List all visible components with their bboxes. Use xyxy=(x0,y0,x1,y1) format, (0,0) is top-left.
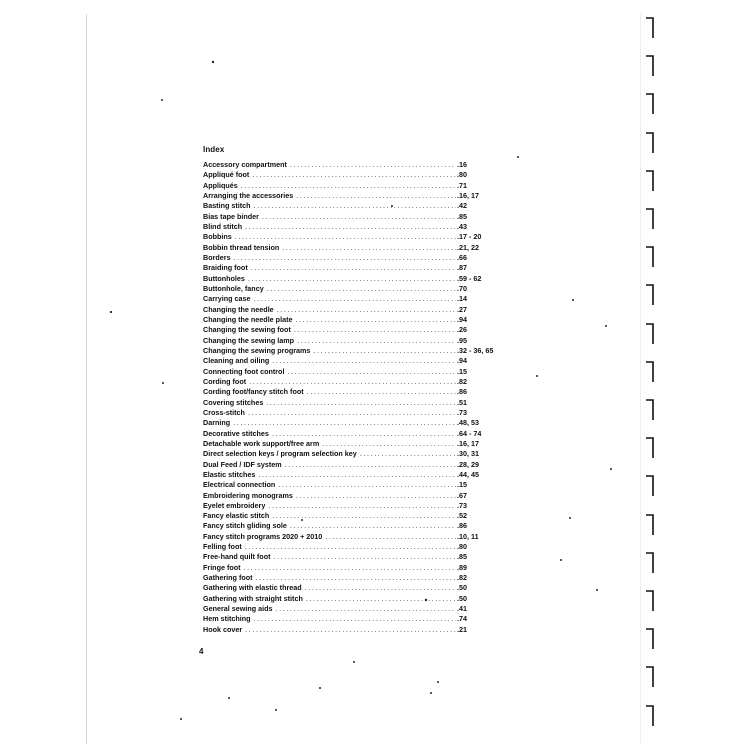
index-entry-page: .64 - 74 xyxy=(457,428,482,438)
index-entry-page: .32 - 36, 65 xyxy=(457,345,494,355)
index-entry xyxy=(203,294,503,304)
index-entry xyxy=(203,346,503,356)
index-entry xyxy=(203,356,503,366)
index-entry-label: Appliqués xyxy=(203,180,238,190)
dot-leader xyxy=(307,387,456,397)
index-entry-page: .94 xyxy=(457,356,467,366)
index-entry-label: Carrying case xyxy=(203,294,251,304)
index-entry-page: .82 xyxy=(457,573,467,583)
dot-leader xyxy=(325,532,456,542)
index-entry-label: Fringe foot xyxy=(203,562,241,572)
index-entry-page: .16, 17 xyxy=(457,438,479,448)
dot-leader xyxy=(273,552,456,562)
dot-leader xyxy=(267,284,456,294)
index-entry-page: .85 xyxy=(457,211,467,221)
index-entry-label: Covering stitches xyxy=(203,397,264,407)
index-entry-page: .82 xyxy=(457,376,467,386)
speck xyxy=(180,718,182,720)
index-entry-label: Detachable work support/free arm xyxy=(203,438,320,448)
index-entry xyxy=(203,470,503,480)
dot-leader xyxy=(254,614,456,624)
speck xyxy=(353,661,355,663)
index-entry-label: Braiding foot xyxy=(203,263,248,273)
index-entry xyxy=(203,305,503,315)
index-entry xyxy=(203,170,503,180)
index-entry-page: .16 xyxy=(457,160,467,169)
index-entry-page: .86 xyxy=(457,521,467,531)
dot-leader xyxy=(272,429,456,439)
index-entry-label: Connecting foot control xyxy=(203,366,285,376)
index-entry xyxy=(203,439,503,449)
dot-leader xyxy=(306,594,456,604)
index-entry-label: Dual Feed / IDF system xyxy=(203,459,282,469)
index-tab-icon xyxy=(644,551,656,575)
index-entry-label: Arranging the accessories xyxy=(203,190,294,200)
index-tab-icon xyxy=(644,474,656,498)
index-entry-label: Hem stitching xyxy=(203,614,251,624)
index-entry xyxy=(203,542,503,552)
dot-leader xyxy=(313,346,456,356)
speck xyxy=(319,687,321,689)
index-entry xyxy=(203,274,503,284)
dot-leader xyxy=(305,583,456,593)
dot-leader xyxy=(294,325,456,335)
index-entry xyxy=(203,491,503,501)
index-entry xyxy=(203,377,503,387)
index-entry-page: .27 xyxy=(457,304,467,314)
dot-leader xyxy=(322,439,456,449)
index-entry xyxy=(203,325,503,335)
dot-leader xyxy=(268,501,456,511)
dot-leader xyxy=(272,511,456,521)
dot-leader xyxy=(245,222,456,232)
index-entry-label: Changing the sewing programs xyxy=(203,345,311,355)
speck xyxy=(610,468,612,470)
index-entry-label: Bobbin thread tension xyxy=(203,242,280,252)
index-tab-icon xyxy=(644,283,656,307)
index-tab-icon xyxy=(644,16,656,40)
index-entry-label: Gathering with straight stitch xyxy=(203,593,303,603)
dot-leader xyxy=(276,604,456,614)
speck xyxy=(560,559,562,561)
index-entry xyxy=(203,201,503,211)
index-entry-label: Embroidering monograms xyxy=(203,490,293,500)
index-entry-page: .73 xyxy=(457,500,467,510)
dot-leader xyxy=(278,480,456,490)
index-entry xyxy=(203,367,503,377)
index-entry-label: Fancy stitch programs 2020 + 2010 xyxy=(203,531,323,541)
index-tab-icon xyxy=(644,54,656,78)
index-entry xyxy=(203,625,503,635)
index-entry-page: .30, 31 xyxy=(457,449,479,459)
index-heading: Index xyxy=(203,145,225,154)
index-entry xyxy=(203,253,503,263)
index-entry xyxy=(203,336,503,346)
index-entry xyxy=(203,212,503,222)
index-entry xyxy=(203,284,503,294)
index-entry xyxy=(203,222,503,232)
index-entry-label: Gathering foot xyxy=(203,573,253,583)
speck xyxy=(596,589,598,591)
index-entry-page: .48, 53 xyxy=(457,418,479,428)
index-entry-label: Cording foot xyxy=(203,376,247,386)
index-entry xyxy=(203,449,503,459)
index-entry-page: .50 xyxy=(457,593,467,603)
index-tab-icon xyxy=(644,245,656,269)
index-entry-label: Elastic stitches xyxy=(203,469,256,479)
index-entry xyxy=(203,573,503,583)
dot-leader xyxy=(245,542,456,552)
page-number: 4 xyxy=(199,647,204,656)
index-entry xyxy=(203,480,503,490)
index-entry-page: .80 xyxy=(457,170,467,180)
index-entry-page: .70 xyxy=(457,283,467,293)
speck xyxy=(162,382,164,384)
index-tab-icon xyxy=(644,169,656,193)
index-entry-page: .87 xyxy=(457,263,467,273)
dot-leader xyxy=(256,573,456,583)
index-entry xyxy=(203,583,503,593)
dot-leader xyxy=(297,336,456,346)
index-tab-icon xyxy=(644,360,656,384)
index-tab-icon xyxy=(644,398,656,422)
speck xyxy=(161,99,163,101)
dot-leader xyxy=(277,305,456,315)
index-entry-label: Gathering with elastic thread xyxy=(203,583,302,593)
index-entry-label: Basting stitch xyxy=(203,201,251,211)
index-entry-label: Hook cover xyxy=(203,624,243,634)
index-entry-label: Bobbins xyxy=(203,232,232,242)
dot-leader xyxy=(251,263,456,273)
index-tab-icon xyxy=(644,322,656,346)
index-entry xyxy=(203,594,503,604)
index-entry xyxy=(203,460,503,470)
index-entry-label: Fancy stitch gliding sole xyxy=(203,521,287,531)
index-entry xyxy=(203,418,503,428)
index-entry xyxy=(203,604,503,614)
dot-leader xyxy=(290,521,456,531)
dot-leader xyxy=(249,377,456,387)
index-entry xyxy=(203,614,503,624)
index-entry-label: Borders xyxy=(203,252,231,262)
index-entry-page: .50 xyxy=(457,583,467,593)
index-entry-page: .71 xyxy=(457,180,467,190)
index-entry-page: .89 xyxy=(457,562,467,572)
index-entry-label: Free-hand quilt foot xyxy=(203,552,271,562)
speck xyxy=(517,156,519,158)
index-tab-icon xyxy=(644,92,656,116)
index-tab-icon xyxy=(644,665,656,689)
index-tab-icon xyxy=(644,207,656,231)
index-entry-label: Cording foot/fancy stitch foot xyxy=(203,387,304,397)
index-tab-icon xyxy=(644,513,656,537)
page-right-edge xyxy=(640,14,641,744)
dot-leader xyxy=(254,201,456,211)
speck xyxy=(569,517,571,519)
index-entry-page: .74 xyxy=(457,614,467,624)
dot-leader xyxy=(245,625,456,635)
index-entry xyxy=(203,191,503,201)
index-entry-page: .15 xyxy=(457,366,467,376)
dot-leader xyxy=(241,181,456,191)
index-entry-label: Darning xyxy=(203,418,231,428)
index-entry-page: .14 xyxy=(457,294,467,304)
dot-leader xyxy=(254,294,456,304)
index-entry xyxy=(203,232,503,242)
index-entry xyxy=(203,181,503,191)
index-tab-icon xyxy=(644,131,656,155)
index-entry-label: Bias tape binder xyxy=(203,211,259,221)
index-entry-page: .26 xyxy=(457,325,467,335)
index-entry-label: Appliqué foot xyxy=(203,170,250,180)
speck xyxy=(536,375,538,377)
index-entry-label: Cleaning and oiling xyxy=(203,356,270,366)
index-entry-label: Buttonhole, fancy xyxy=(203,283,264,293)
dot-leader xyxy=(258,470,456,480)
index-entry-label: Accessory compartment xyxy=(203,160,287,169)
page-left-edge xyxy=(86,14,87,744)
dot-leader xyxy=(244,563,456,573)
speck xyxy=(430,692,432,694)
index-tab-icon xyxy=(644,704,656,728)
speck xyxy=(572,299,574,301)
dot-leader xyxy=(235,232,456,242)
dot-leader xyxy=(266,398,456,408)
speck xyxy=(275,709,277,711)
index-entry-label: Direct selection keys / program selection key xyxy=(203,449,357,459)
dot-leader xyxy=(282,243,456,253)
dot-leader xyxy=(248,274,456,284)
index-entry xyxy=(203,563,503,573)
dot-leader xyxy=(248,408,456,418)
index-entry xyxy=(203,315,503,325)
index-entry xyxy=(203,160,503,170)
index-entry-label: Changing the needle plate xyxy=(203,314,293,324)
index-entry-page: .15 xyxy=(457,480,467,490)
index-entry xyxy=(203,521,503,531)
index-entry-page: .52 xyxy=(457,511,467,521)
index-entry-page: .16, 17 xyxy=(457,190,479,200)
index-entry-page: .21, 22 xyxy=(457,242,479,252)
index-entry-page: .43 xyxy=(457,221,467,231)
dot-leader xyxy=(360,449,456,459)
index-entry xyxy=(203,501,503,511)
index-entry-page: .94 xyxy=(457,314,467,324)
index-entry-page: .85 xyxy=(457,552,467,562)
speck xyxy=(228,697,230,699)
index-entry-label: Electrical connection xyxy=(203,480,276,490)
index-entry-page: .10, 11 xyxy=(457,531,479,541)
index-entry-page: .41 xyxy=(457,604,467,614)
index-entry-label: Felling foot xyxy=(203,542,242,552)
index-entry-page: .44, 45 xyxy=(457,469,479,479)
index-entry-label: Changing the needle xyxy=(203,304,274,314)
index-tab-strip xyxy=(644,16,658,736)
index-entry-page: .28, 29 xyxy=(457,459,479,469)
index-entry-page: .42 xyxy=(457,201,467,211)
speck xyxy=(437,681,439,683)
index-entry-label: Decorative stitches xyxy=(203,428,269,438)
index-entry-page: .67 xyxy=(457,490,467,500)
dot-leader xyxy=(285,460,456,470)
index-entry-label: Buttonholes xyxy=(203,273,245,283)
index-entry-label: Blind stitch xyxy=(203,221,243,231)
dot-leader xyxy=(262,212,456,222)
dot-leader xyxy=(234,253,456,263)
index-entry-list xyxy=(203,160,503,635)
dot-leader xyxy=(233,418,456,428)
index-entry xyxy=(203,511,503,521)
index-entry-page: .21 xyxy=(457,624,467,634)
index-entry-page: .80 xyxy=(457,542,467,552)
index-tab-icon xyxy=(644,436,656,460)
index-entry-page: .59 - 62 xyxy=(457,273,482,283)
index-entry xyxy=(203,408,503,418)
index-entry-label: Changing the sewing foot xyxy=(203,325,291,335)
index-tab-icon xyxy=(644,589,656,613)
index-entry xyxy=(203,387,503,397)
index-entry-label: Cross-stitch xyxy=(203,407,245,417)
index-entry xyxy=(203,532,503,542)
dot-leader xyxy=(287,367,456,377)
index-entry-page: .86 xyxy=(457,387,467,397)
dot-leader xyxy=(272,356,456,366)
index-entry-page: .95 xyxy=(457,335,467,345)
index-entry xyxy=(203,398,503,408)
index-entry-page: .17 - 20 xyxy=(457,232,482,242)
index-entry-label: Eyelet embroidery xyxy=(203,500,266,510)
index-entry-label: General sewing aids xyxy=(203,604,273,614)
index-entry xyxy=(203,552,503,562)
index-entry-label: Fancy elastic stitch xyxy=(203,511,270,521)
speck xyxy=(110,311,112,313)
index-entry xyxy=(203,243,503,253)
dot-leader xyxy=(296,191,456,201)
speck xyxy=(605,325,607,327)
index-entry xyxy=(203,263,503,273)
dot-leader xyxy=(296,491,456,501)
index-entry-label: Changing the sewing lamp xyxy=(203,335,295,345)
dot-leader xyxy=(290,160,456,170)
speck xyxy=(212,61,214,63)
index-entry-page: .51 xyxy=(457,397,467,407)
index-entry-page: .66 xyxy=(457,252,467,262)
index-entry xyxy=(203,429,503,439)
dot-leader xyxy=(252,170,456,180)
dot-leader xyxy=(295,315,456,325)
index-tab-icon xyxy=(644,627,656,651)
index-entry-page: .73 xyxy=(457,407,467,417)
